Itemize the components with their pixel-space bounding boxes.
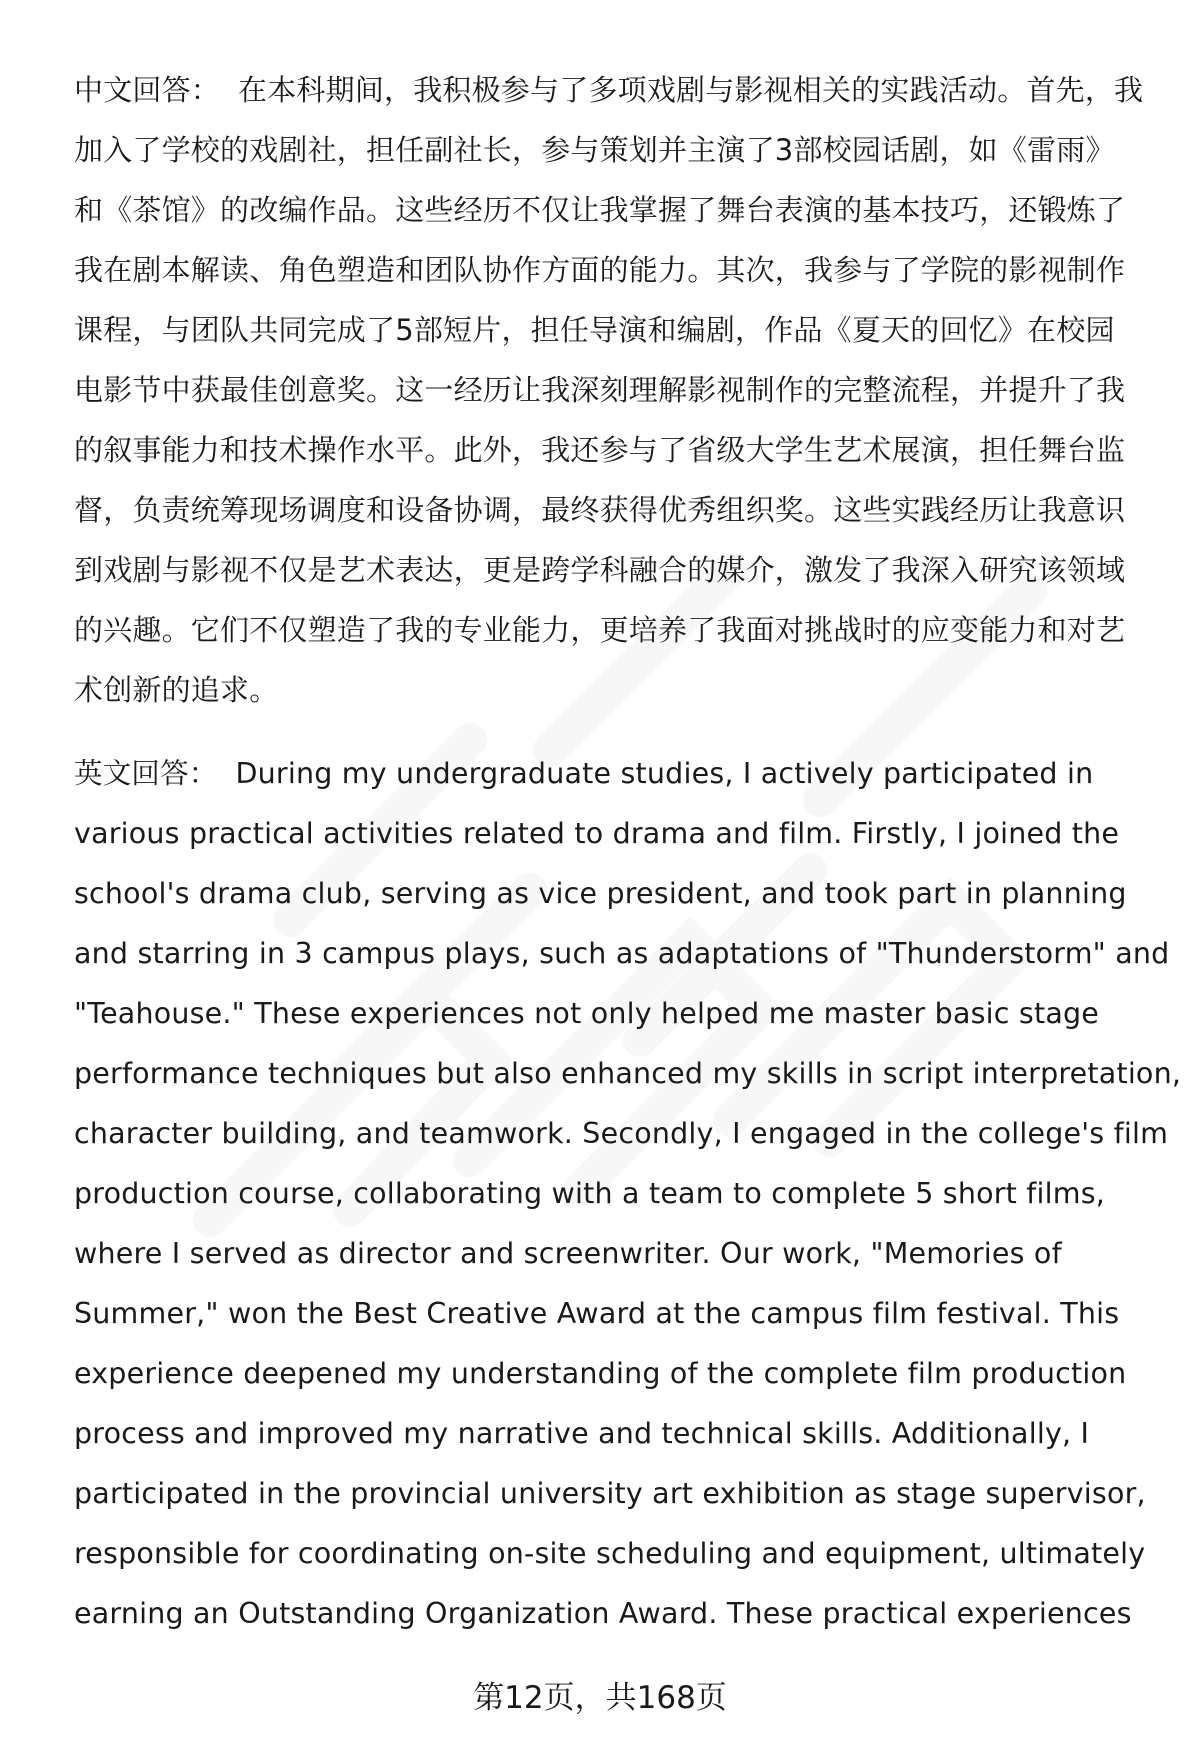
chinese-answer-label: 中文回答： [74,73,221,107]
english-answer-line: responsible for coordinating on-site scheduling and equipment, ultimately [74,1537,1146,1570]
english-answer-line: various practical activities related to drama and film. Firstly, I joined the [74,817,1120,850]
english-answer-line: where I served as director and screenwriter. Our work, "Memories of [74,1237,1062,1270]
chinese-answer-line: 到戏剧与影视不仅是艺术表达，更是跨学科融合的媒介，激发了我深入研究该领域 [74,553,1126,587]
chinese-answer-line: 和《茶馆》的改编作品。这些经历不仅让我掌握了舞台表演的基本技巧，还锻炼了 [74,193,1126,227]
english-answer-line: "Teahouse." These experiences not only helped me master basic stage [74,997,1100,1030]
english-answer-line: performance techniques but also enhanced my skills in script interpretation, [74,1057,1182,1090]
chinese-answer-line: 督，负责统筹现场调度和设备协调，最终获得优秀组织奖。这些实践经历让我意识 [74,493,1126,527]
english-answer-line: experience deepened my understanding of the complete film production [74,1357,1127,1390]
chinese-answer-line: 加入了学校的戏剧社，担任副社长，参与策划并主演了3部校园话剧，如《雷雨》 [74,133,1115,167]
chinese-answer-line [74,60,1154,120]
chinese-answer-line: 课程，与团队共同完成了5部短片，担任导演和编剧，作品《夏天的回忆》在校园 [74,313,1115,347]
chinese-answer-line: 的兴趣。它们不仅塑造了我的专业能力，更培养了我面对挑战时的应变能力和对艺 [74,613,1126,647]
english-answer-line: participated in the provincial university art exhibition as stage supervisor, [74,1477,1146,1510]
chinese-answer-line: 电影节中获最佳创意奖。这一经历让我深刻理解影视制作的完整流程，并提升了我 [74,373,1126,407]
english-answer-label: 英文回答： [74,757,218,790]
english-answer-line [74,744,1154,804]
chinese-answer-line: 的叙事能力和技术操作水平。此外，我还参与了省级大学生艺术展演，担任舞台监 [74,433,1126,467]
english-answer-line: earning an Outstanding Organization Award. These practical experiences [74,1597,1132,1630]
english-answer-line: school's drama club, serving as vice president, and took part in planning [74,877,1127,910]
english-answer-line: and starring in 3 campus plays, such as adaptations of "Thunderstorm" and [74,937,1170,970]
english-answer-section [74,744,1182,1644]
chinese-answer-text: 在本科期间，我积极参与了多项戏剧与影视相关的实践活动。首先，我 [238,73,1144,107]
english-answer-line: character building, and teamwork. Secondly, I engaged in the college's film [74,1117,1169,1150]
chinese-answer-line: 我在剧本解读、角色塑造和团队协作方面的能力。其次，我参与了学院的影视制作 [74,253,1126,287]
english-answer-line: Summer," won the Best Creative Award at the campus film festival. This [74,1297,1120,1330]
english-answer-text: During my undergraduate studies, I actively participated in [235,757,1094,790]
chinese-answer-section [74,60,1154,720]
english-answer-line: production course, collaborating with a team to complete 5 short films, [74,1177,1106,1210]
chinese-answer-line: 术创新的追求。 [74,673,279,707]
english-answer-line: process and improved my narrative and technical skills. Additionally, I [74,1417,1090,1450]
page-number: 第12页，共168页 [473,1680,727,1716]
